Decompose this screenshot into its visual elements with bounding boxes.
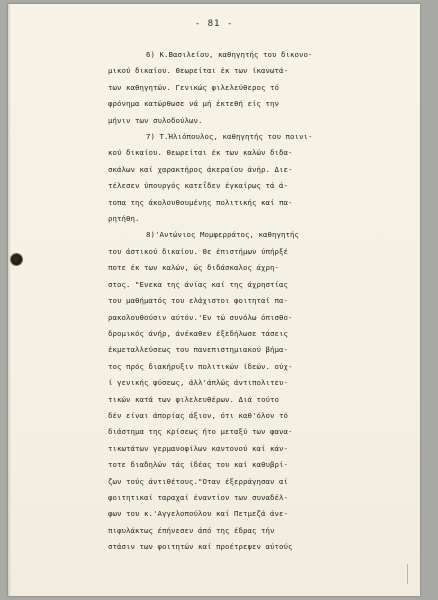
text-line: μικού δικαίου. Θεωρείται έκ των ίκανωτά- — [108, 66, 288, 76]
text-line: στάσιν των φοιτητών καί προέτρεψεν αύτούς — [108, 542, 293, 552]
text-line: ποτε έκ των καλών, ώς διδάσκαλος άχρη- — [108, 263, 279, 273]
text-line: πιφυλάκτως έπήνεσεν άπό της έδρας τήν — [108, 525, 275, 535]
text-line: 7) Τ.Ήλιόπουλος, καθηγητής του ποινι- — [146, 132, 313, 142]
punch-hole — [11, 254, 22, 265]
page-number: - 81 - — [194, 19, 234, 29]
text-line: διάστημα της κρίσεως ήτο μεταξύ των φανα- — [108, 427, 293, 437]
text-line: 6) Κ.Βασιλείου, καθηγητής του δικονο- — [146, 50, 313, 59]
text-line: μήνιν των συλοδούλων. — [108, 115, 203, 125]
text-line: σκάλων καί χαρακτήρος άκεραίου άνήρ. Διε- — [108, 164, 293, 174]
text-line: κού δικαίου. Θεωρείται έκ των καλών διδα- — [108, 148, 293, 158]
text-line: δέν είναι άπορίας άξιον, ότι καθ'όλον τό — [108, 410, 288, 420]
text-line: 8)'Αντώνιος Μομφερράτος, καθηγητής — [146, 230, 299, 240]
text-line: ί γενικής φύσεως, άλλ'άπλώς άντιπολιτευ- — [108, 378, 288, 388]
paper-fold-mark — [407, 564, 408, 584]
text-line: του άστικού δικαίου. Θε έπιστήμων ύπήρξέ — [108, 246, 288, 256]
text-line: έκμεταλλεύσεως του πανεπιστημιακού βήμα- — [108, 345, 288, 355]
text-line: τέλεσεν ύπουργός κατεΐδεν έγκαίρως τά ά- — [108, 181, 288, 191]
text-line: στος. "Ενεκα της άνίας καί της άχρηστίας — [108, 279, 288, 289]
text-line: ρακολουθούσιν αύτόν.'Εν τώ συνόλω όπισθο- — [108, 312, 293, 322]
typed-text-body — [108, 47, 418, 556]
text-line: του μαθήματός του ελάχιστοι φοιτηταί πα- — [108, 296, 288, 306]
text-line: φοιτητικαί ταραχαί έναντίον των συναδέλ- — [108, 492, 288, 502]
text-line: ρητήθη. — [108, 214, 140, 224]
text-line: τοτε διαδηλών τάς ίδέας του καί καθυβρί- — [108, 460, 288, 470]
text-line: δρομικός άνήρ, άνέκαθεν έξεδήλωσε τάσεις — [108, 328, 288, 338]
text-line: τικών κατά των φιλελευθέρων. Διά τούτο — [108, 394, 279, 404]
text-line: τος πρός διακήρυξιν πολιτικών ίδεών. ούχ- — [108, 361, 293, 371]
text-line: των καθηγητών. Γενικώς φιλελεύθερος τό — [108, 82, 279, 92]
text-line: τικωτάτων γερμανοφίλων καντονού καί κάν- — [108, 443, 288, 453]
text-line: ζων τούς άντιθέτους."Οταν έξερράγησαν αί — [108, 476, 288, 486]
document-page — [8, 4, 420, 596]
text-line: φρόνημα κατώρθωσε νά μή έκτεθή είς την — [108, 99, 279, 109]
text-line: φων του κ.'Αγγελοπούλου καί Πετμεζά άνε- — [108, 509, 288, 519]
text-line: τοπα της άκολουθουμένης πολιτικής καί πα- — [108, 197, 293, 207]
